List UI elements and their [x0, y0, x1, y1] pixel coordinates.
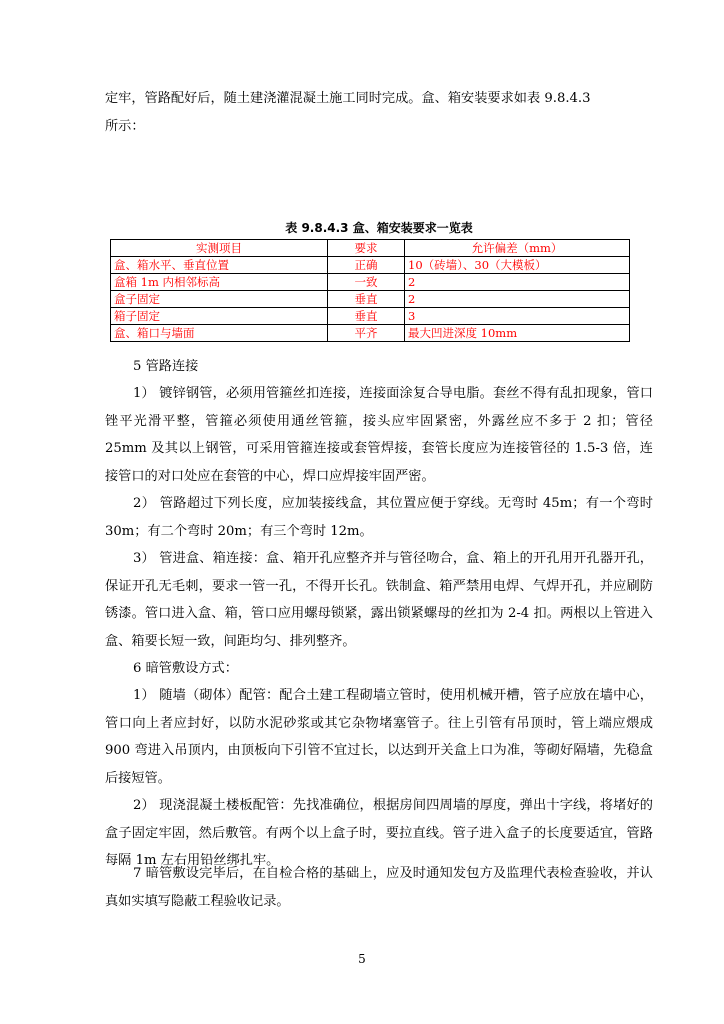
table-cell: 盒、箱口与墙面: [111, 325, 328, 342]
table-cell: 一致: [328, 274, 405, 291]
table-row: [111, 274, 630, 291]
table-row: [111, 257, 630, 274]
table-cell: 3: [405, 308, 630, 325]
table-cell: 垂直: [328, 308, 405, 325]
section-5-heading: 5 管路连接: [133, 359, 199, 374]
table-row: [111, 291, 630, 308]
table-header-row: [111, 240, 630, 257]
section-5-item-2: 2） 管路超过下列长度，应加装接线盒，其位置应便于穿线。无弯时 45m；有一个弯时 30m；有二个弯时 20m；有三个弯时 12m。: [105, 496, 653, 539]
section-5-item-3: 3） 管进盒、箱连接：盒、箱开孔应整齐并与管径吻合，盒、箱上的开孔用开孔器开孔，保证开孔无毛刺，要求一管一孔，不得开长孔。铁制盒、箱严禁用电焊、气焊开孔，并应刷防锈漆。管口进入盒、箱，管口应用螺母锁紧，露出锁紧螺母的丝扣为 2-4 扣。两根以上管进入盒、箱要长短一致，间距均匀、排列整齐。: [105, 551, 653, 649]
table-row: [111, 308, 630, 325]
table-cell: 最大凹进深度 10mm: [405, 325, 630, 342]
intro-line-1: 定牢，管路配好后，随土建浇灌混凝土施工同时完成。盒、箱安装要求如表 9.8.4.3: [105, 91, 591, 106]
page-number: 5: [358, 952, 366, 966]
requirements-table: [110, 239, 630, 342]
header-item: 实测项目: [111, 240, 328, 257]
intro-line-2: 所示：: [105, 118, 145, 134]
section-6-item-2: 2） 现浇混凝土楼板配管：先找准确位，根据房间四周墙的厚度，弹出十字线，将堵好的盒子固定牢固，然后敷管。有两个以上盒子时，要拉直线。管子进入盒子的长度要适宜，管路每隔 1m 左右用铅丝绑扎牢。: [105, 798, 653, 868]
section-6-item-1: 1） 随墙（砌体）配管：配合土建工程砌墙立管时，使用机械开槽，管子应放在墙中心，管口向上者应封好，以防水泥砂浆或其它杂物堵塞管子。往上引管有吊顶时，管上端应煨成 900 弯进入吊顶内，由顶板向下引管不宜过长，以达到开关盒上口为准，等砌好隔墙，先稳盒后接短管。: [105, 688, 653, 786]
table-cell: 平齐: [328, 325, 405, 342]
section-7-paragraph: 7 暗管敷设完毕后，在自检合格的基础上，应及时通知发包方及监理代表检查验收，并认真如实填写隐蔽工程验收记录。: [105, 866, 653, 909]
table-cell: 正确: [328, 257, 405, 274]
header-requirement: 要求: [328, 240, 405, 257]
table-cell: 2: [405, 274, 630, 291]
table-cell: 10（砖墙）、30（大模板）: [405, 257, 630, 274]
table-cell: 盒箱 1m 内相邻标高: [111, 274, 328, 291]
intro-paragraph: [105, 85, 653, 140]
section-6-heading: 6 暗管敷设方式：: [133, 661, 238, 676]
section-5-item-1: 1） 镀锌钢管，必须用管箍丝扣连接，连接面涂复合导电脂。套丝不得有乱扣现象，管口锉平光滑平整，管箍必须使用通丝管箍，接头应牢固紧密，外露丝应不多于 2 扣；管径 25mm 及其以上钢管，可采用管箍连接或套管焊接，套管长度应为连接管径的 1.5-3 倍，连接管口的对口处应在套管的中心，焊口应焊接牢固严密。: [105, 386, 653, 484]
table-caption: 表 9.8.4.3 盒、箱安装要求一览表: [285, 221, 473, 235]
table-cell: 盒子固定: [111, 291, 328, 308]
header-tolerance: 允许偏差（mm）: [405, 240, 630, 257]
table-cell: 箱子固定: [111, 308, 328, 325]
table-cell: 2: [405, 291, 630, 308]
table-cell: 盒、箱水平、垂直位置: [111, 257, 328, 274]
table-cell: 垂直: [328, 291, 405, 308]
table-row: [111, 325, 630, 342]
